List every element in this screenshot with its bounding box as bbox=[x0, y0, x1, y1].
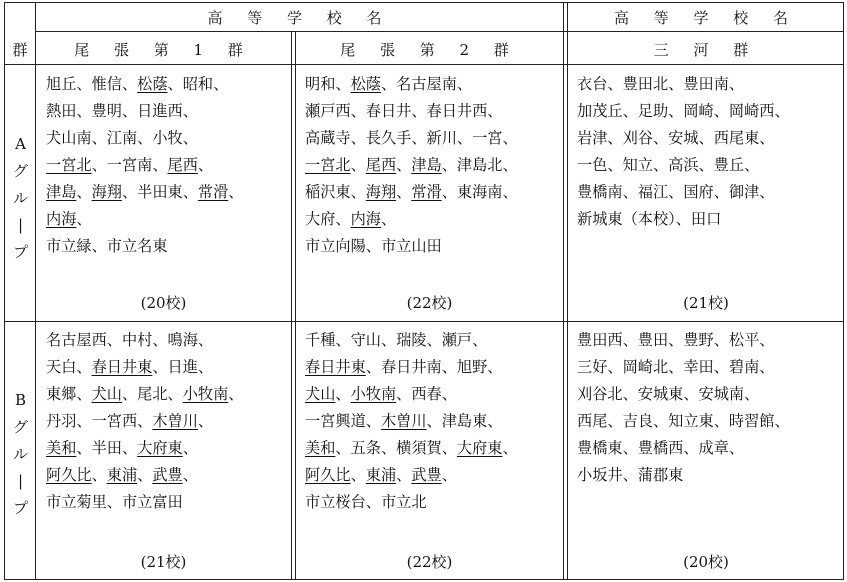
school-name-underlined: 常滑 bbox=[411, 183, 442, 201]
school-line bbox=[577, 71, 790, 98]
school-text: 東郷、 bbox=[46, 385, 92, 403]
school-text: 三好、岡崎北、幸田、碧南、 bbox=[577, 358, 775, 376]
school-text: 、日進、 bbox=[152, 358, 214, 376]
school-name-underlined: 尾西 bbox=[365, 156, 397, 174]
school-text: 、津島東、 bbox=[426, 412, 503, 430]
school-text: 小坂井、蒲郡東 bbox=[577, 466, 684, 484]
school-line bbox=[46, 354, 243, 381]
school-text: 一宮興道、 bbox=[305, 412, 381, 430]
school-line bbox=[577, 152, 790, 179]
school-line bbox=[46, 435, 243, 462]
school-text: 、 bbox=[91, 466, 107, 484]
school-text: 、五条、横須賀、 bbox=[335, 439, 457, 457]
school-text: 瀬戸西、春日井、春日井西、 bbox=[305, 102, 503, 120]
school-name-underlined: 美和 bbox=[46, 439, 77, 457]
school-text: 、 bbox=[228, 385, 244, 403]
school-name-underlined: 武豊 bbox=[411, 466, 442, 484]
school-line bbox=[46, 327, 243, 354]
school-text: 豊橋東、豊橋西、成章、 bbox=[577, 439, 745, 457]
school-line bbox=[305, 179, 518, 206]
school-name-underlined: 犬山 bbox=[305, 385, 336, 403]
school-text: 旭丘、惟信、 bbox=[46, 75, 138, 93]
school-line bbox=[46, 125, 243, 152]
school-text: 明和、 bbox=[305, 75, 351, 93]
group-a-owari1-cell bbox=[36, 65, 291, 321]
row-divider bbox=[36, 31, 843, 32]
school-line bbox=[305, 489, 518, 516]
school-text: 名古屋西、中村、鳴海、 bbox=[46, 331, 214, 349]
school-text: 加茂丘、足助、岡崎、岡崎西、 bbox=[577, 102, 790, 120]
school-name-underlined: 海翔 bbox=[365, 183, 397, 201]
school-line bbox=[305, 381, 518, 408]
school-group-table bbox=[4, 2, 844, 580]
header-school-name-owari: 高 等 学 校 名 bbox=[207, 9, 392, 27]
school-line bbox=[46, 489, 243, 516]
school-line bbox=[305, 125, 518, 152]
school-name-underlined: 内海 bbox=[46, 210, 77, 228]
school-name-underlined: 津島 bbox=[46, 183, 77, 201]
school-text: 、 bbox=[502, 439, 518, 457]
school-text: 、 bbox=[137, 466, 153, 484]
school-text: 新城東（本校）、田口 bbox=[577, 210, 722, 228]
school-name-underlined: 津島 bbox=[411, 156, 442, 174]
school-count: (21校) bbox=[140, 553, 187, 571]
school-text: 、 bbox=[396, 156, 412, 174]
school-text: 、 bbox=[197, 156, 214, 174]
school-name-underlined: 一宮北 bbox=[46, 156, 92, 174]
school-name-underlined: 海翔 bbox=[91, 183, 122, 201]
header-owari-1: 尾 張 第 1 群 bbox=[74, 41, 253, 59]
school-line bbox=[46, 408, 243, 435]
school-name-underlined: 春日井東 bbox=[305, 358, 366, 376]
school-line bbox=[577, 179, 790, 206]
column-divider bbox=[563, 3, 564, 579]
school-text: 、 bbox=[228, 183, 244, 201]
school-text: 、東海南、 bbox=[441, 183, 518, 201]
column-divider bbox=[291, 32, 292, 579]
header-group-column: 群 bbox=[12, 41, 28, 59]
school-text: 熱田、豊明、日進西、 bbox=[46, 102, 198, 120]
group-a-owari2-cell bbox=[296, 65, 563, 321]
school-count: (21校) bbox=[683, 294, 729, 312]
school-text: 豊田西、豊田、豊野、松平、 bbox=[577, 331, 775, 349]
school-text: 、 bbox=[197, 412, 214, 430]
school-line bbox=[305, 408, 518, 435]
school-line bbox=[46, 179, 243, 206]
school-text: 豊橋南、福江、国府、御津、 bbox=[577, 183, 775, 201]
school-text: 犬山南、江南、小牧、 bbox=[46, 129, 198, 147]
school-name-underlined: 小牧南 bbox=[182, 385, 229, 403]
school-text: 市立菊里、市立富田 bbox=[46, 493, 183, 511]
school-text: 大府、 bbox=[305, 210, 351, 228]
school-line bbox=[46, 71, 243, 98]
school-text: 丹羽、一宮西、 bbox=[46, 412, 153, 430]
school-line bbox=[577, 354, 790, 381]
school-name-underlined: 武豊 bbox=[152, 466, 183, 484]
school-text: 、半田東、 bbox=[121, 183, 198, 201]
school-line bbox=[305, 71, 518, 98]
school-line bbox=[577, 462, 790, 489]
school-line bbox=[577, 327, 790, 354]
group-b-owari1-cell bbox=[36, 322, 291, 580]
school-count: (22校) bbox=[406, 553, 453, 571]
school-text: 、春日井南、旭野、 bbox=[365, 358, 503, 376]
school-name-underlined: 東浦 bbox=[365, 466, 397, 484]
school-text: 一色、知立、高浜、豊丘、 bbox=[577, 156, 760, 174]
school-text: 、西春、 bbox=[396, 385, 457, 403]
school-name-underlined: 内海 bbox=[350, 210, 381, 228]
header-school-name-mikawa: 高 等 学 校 名 bbox=[613, 9, 799, 27]
school-text: 市立向陽、市立山田 bbox=[305, 237, 442, 255]
school-text: 、 bbox=[396, 466, 412, 484]
school-text: 、 bbox=[182, 466, 198, 484]
group-b-mikawa-cell bbox=[568, 322, 844, 580]
school-line bbox=[577, 381, 790, 408]
school-count: (20校) bbox=[683, 553, 729, 571]
school-text: 、 bbox=[441, 466, 457, 484]
school-line bbox=[577, 206, 790, 233]
school-line bbox=[46, 98, 243, 125]
school-line bbox=[46, 381, 243, 408]
school-text: 西尾、吉良、知立東、時習館、 bbox=[577, 412, 790, 430]
school-line bbox=[577, 408, 790, 435]
school-text: 市立緑、市立名東 bbox=[46, 237, 168, 255]
school-text: 、 bbox=[380, 210, 397, 228]
school-name-underlined: 大府東 bbox=[456, 439, 503, 457]
school-line bbox=[305, 462, 518, 489]
school-list bbox=[46, 71, 243, 260]
school-line bbox=[577, 435, 790, 462]
school-text: 衣台、豊田北、豊田南、 bbox=[577, 75, 745, 93]
school-name-underlined: 犬山 bbox=[91, 385, 122, 403]
school-line bbox=[577, 125, 790, 152]
school-name-underlined: 阿久比 bbox=[305, 466, 351, 484]
school-list bbox=[305, 71, 518, 260]
school-line bbox=[305, 233, 518, 260]
group-a-mikawa-cell bbox=[568, 65, 844, 321]
school-text: 岩津、刈谷、安城、西尾東、 bbox=[577, 129, 775, 147]
school-text: 、津島北、 bbox=[441, 156, 518, 174]
school-line bbox=[46, 206, 243, 233]
school-line bbox=[577, 98, 790, 125]
school-line bbox=[305, 435, 518, 462]
school-line bbox=[46, 233, 243, 260]
school-name-underlined: 小牧南 bbox=[350, 385, 397, 403]
school-text: 、 bbox=[396, 183, 412, 201]
header-owari-2: 尾 張 第 2 群 bbox=[340, 41, 519, 59]
header-mikawa: 三 河 群 bbox=[653, 41, 759, 59]
school-text: 、 bbox=[76, 183, 92, 201]
school-name-underlined: 松蔭 bbox=[137, 75, 168, 93]
school-name-underlined: 美和 bbox=[305, 439, 336, 457]
school-name-underlined: 木曽川 bbox=[152, 412, 198, 430]
school-line bbox=[46, 152, 243, 179]
school-name-underlined: 木曽川 bbox=[380, 412, 427, 430]
school-text: 、 bbox=[335, 385, 351, 403]
school-name-underlined: 尾西 bbox=[167, 156, 198, 174]
school-name-underlined: 阿久比 bbox=[46, 466, 92, 484]
school-line bbox=[305, 206, 518, 233]
school-text: 、半田、 bbox=[76, 439, 138, 457]
school-line bbox=[46, 462, 243, 489]
school-name-underlined: 松蔭 bbox=[350, 75, 381, 93]
school-count: (22校) bbox=[406, 294, 453, 312]
school-list bbox=[577, 327, 790, 489]
school-text: 、名古屋南、 bbox=[380, 75, 473, 93]
group-a-label: A グ ル | プ bbox=[12, 135, 28, 261]
school-text: 千種、守山、瑞陵、瀬戸、 bbox=[305, 331, 488, 349]
school-text: 、 bbox=[182, 439, 198, 457]
school-text: 、尾北、 bbox=[121, 385, 183, 403]
school-count: (20校) bbox=[140, 294, 187, 312]
school-list bbox=[305, 327, 518, 516]
school-name-underlined: 一宮北 bbox=[305, 156, 351, 174]
school-text: 、一宮南、 bbox=[91, 156, 168, 174]
school-line bbox=[305, 152, 518, 179]
school-line bbox=[305, 98, 518, 125]
school-text: 刈谷北、安城東、安城南、 bbox=[577, 385, 760, 403]
school-text: 高蔵寺、長久手、新川、一宮、 bbox=[305, 129, 518, 147]
school-line bbox=[305, 327, 518, 354]
school-line bbox=[305, 354, 518, 381]
school-text: 、 bbox=[350, 156, 366, 174]
school-name-underlined: 春日井東 bbox=[91, 358, 153, 376]
school-text: 市立桜台、市立北 bbox=[305, 493, 427, 511]
school-name-underlined: 大府東 bbox=[137, 439, 183, 457]
school-text: 天白、 bbox=[46, 358, 92, 376]
group-b-owari2-cell bbox=[296, 322, 563, 580]
school-name-underlined: 東浦 bbox=[106, 466, 138, 484]
school-text: 稲沢東、 bbox=[305, 183, 366, 201]
school-name-underlined: 常滑 bbox=[197, 183, 229, 201]
school-list bbox=[577, 71, 790, 233]
school-text: 、昭和、 bbox=[167, 75, 229, 93]
school-text: 、 bbox=[76, 210, 92, 228]
school-list bbox=[46, 327, 243, 516]
group-b-label: B グ ル | プ bbox=[12, 391, 28, 517]
school-text: 、 bbox=[350, 466, 366, 484]
